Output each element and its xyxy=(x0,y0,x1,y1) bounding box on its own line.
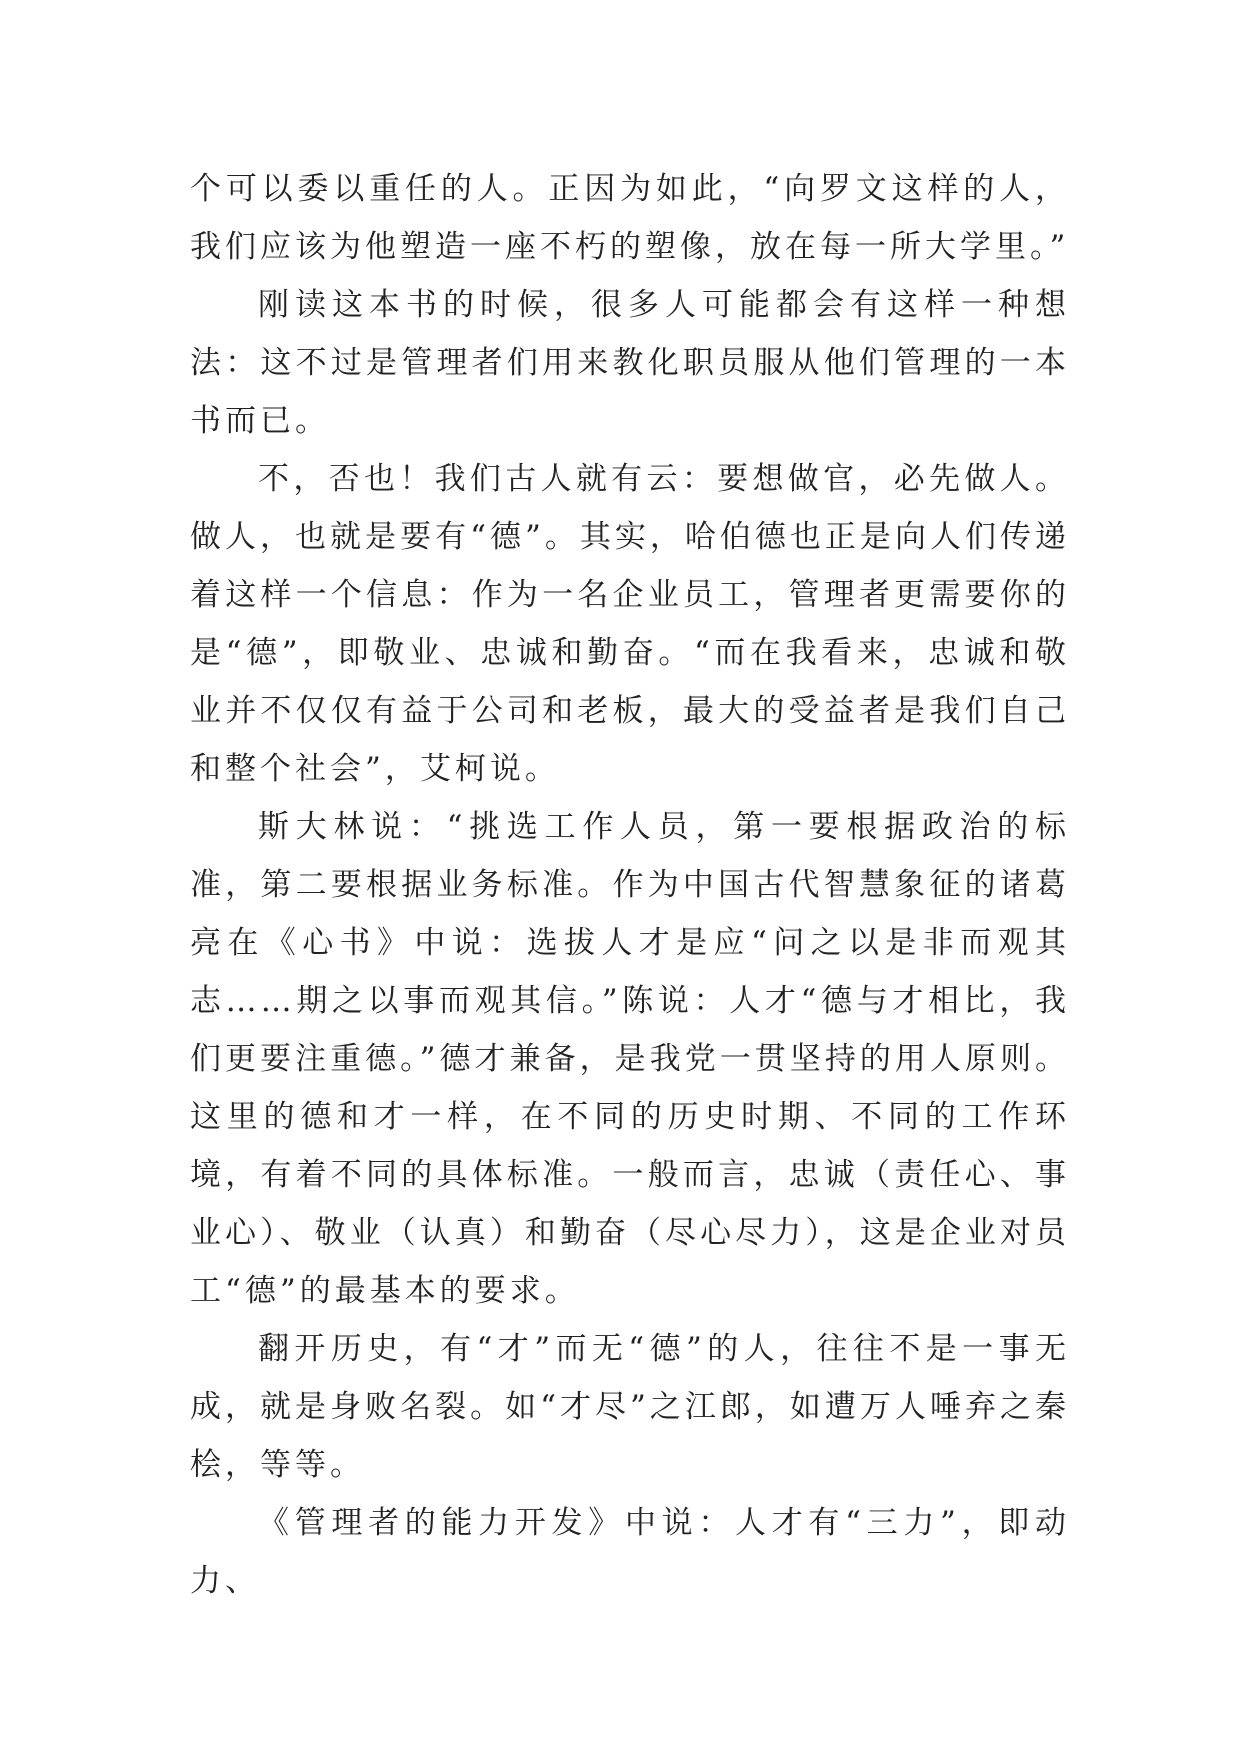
paragraph-3: 不，否也！我们古人就有云：要想做官，必先做人。做人，也就是要有“德”。其实，哈伯德也正是向人们传递着这样一个信息：作为一名企业员工，管理者更需要你的是“德”，即敬业、忠诚和勤奋。“而在我看来，忠诚和敬业并不仅仅有益于公司和老板，最大的受益者是我们自己和整个社会”，艾柯说。 xyxy=(190,461,1070,787)
body-text xyxy=(190,160,1070,1610)
paragraph-1: 个可以委以重任的人。正因为如此，“向罗文这样的人，我们应该为他塑造一座不朽的塑像，放在每一所大学里。” xyxy=(190,171,1070,265)
paragraph-4: 斯大林说：“挑选工作人员，第一要根据政治的标准，第二要根据业务标准。作为中国古代智慧象征的诸葛亮在《心书》中说：选拔人才是应“问之以是非而观其志……期之以事而观其信。”陈说：人才“德与才相比，我们更要注重德。”德才兼备，是我党一贯坚持的用人原则。这里的德和才一样，在不同的历史时期、不同的工作环境，有着不同的具体标准。一般而言，忠诚（责任心、事业心）、敬业（认真）和勤奋（尽心尽力），这是企业对员工“德”的最基本的要求。 xyxy=(190,809,1070,1309)
paragraph-6: 《管理者的能力开发》中说：人才有“三力”，即动力、 xyxy=(190,1505,1070,1599)
paragraph-2: 刚读这本书的时候，很多人可能都会有这样一种想法：这不过是管理者们用来教化职员服从他们管理的一本书而已。 xyxy=(190,287,1070,439)
paragraph-5: 翻开历史，有“才”而无“德”的人，往往不是一事无成，就是身败名裂。如“才尽”之江郎，如遭万人唾弃之秦桧，等等。 xyxy=(190,1331,1070,1483)
